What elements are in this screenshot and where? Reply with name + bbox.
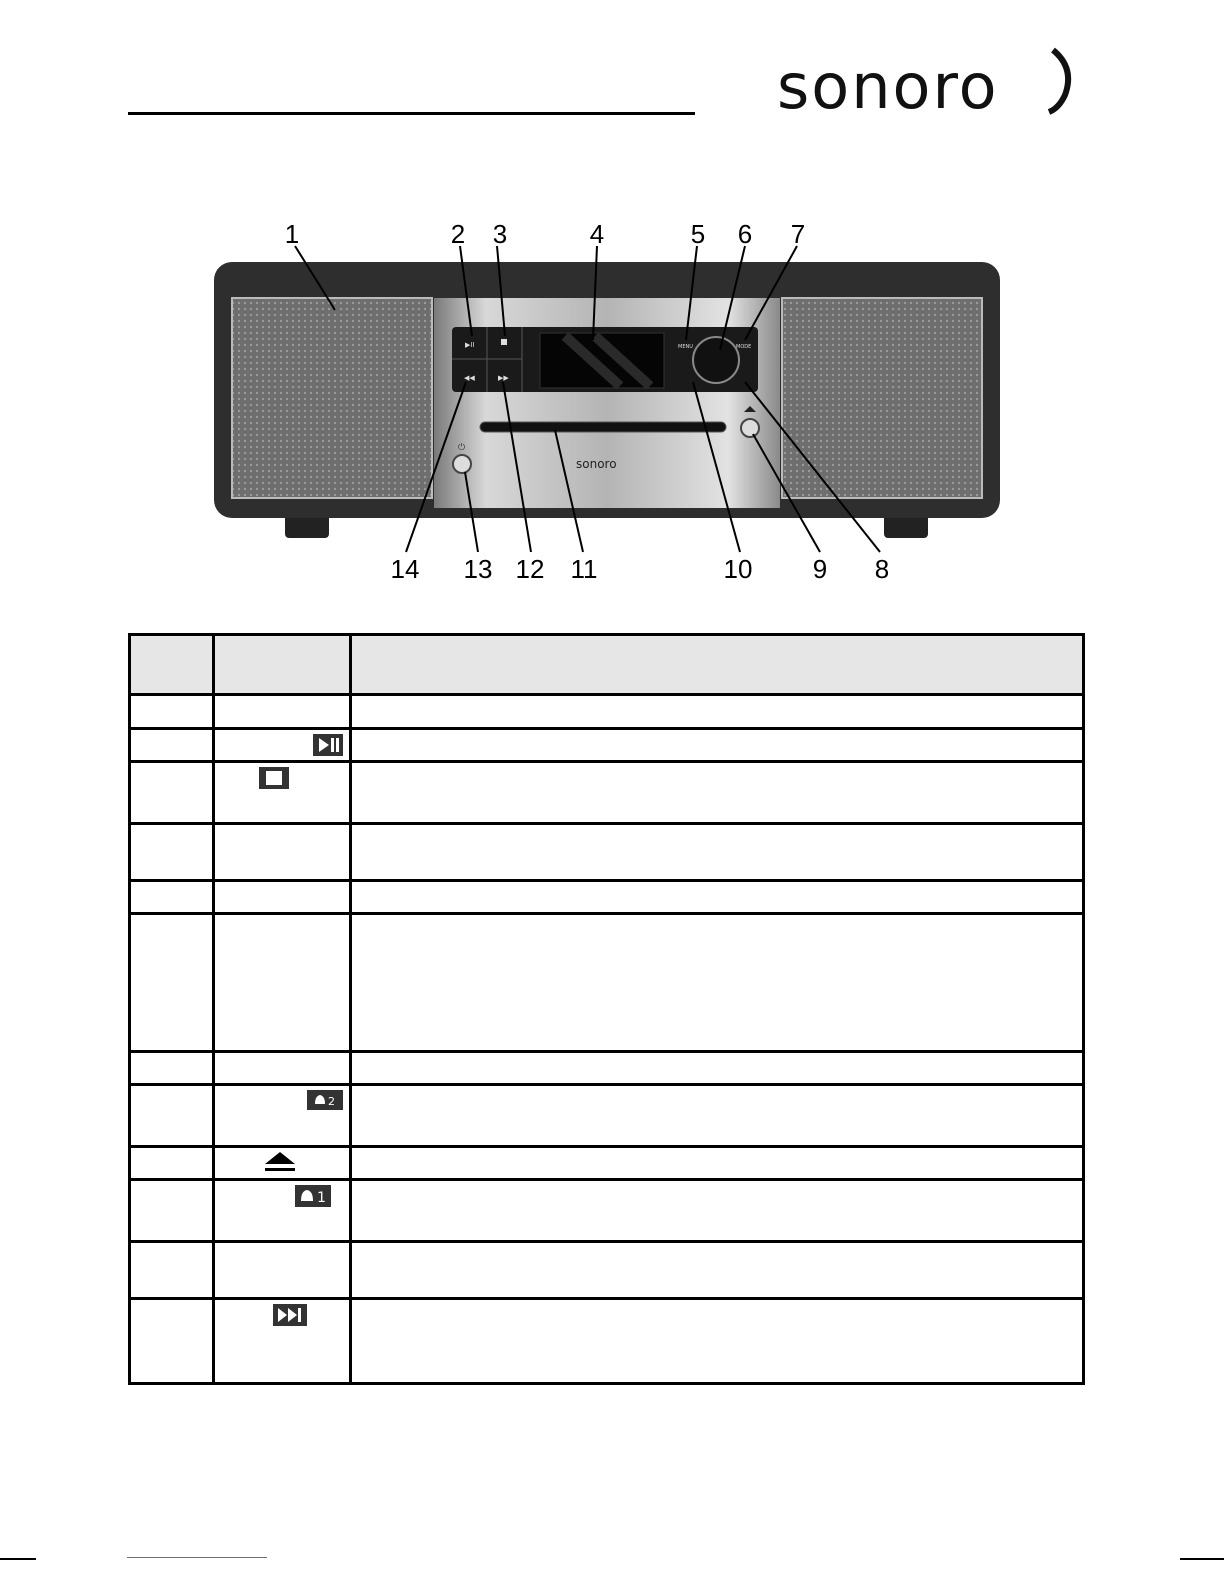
left-speaker-grill [232, 298, 432, 498]
stop-icon [259, 767, 289, 789]
table-row [130, 1180, 1084, 1242]
power-icon: ⏻ [458, 443, 466, 453]
callout-12: 12 [515, 554, 545, 584]
table-row [130, 762, 1084, 824]
table-row [130, 1147, 1084, 1180]
device-figure [200, 210, 1020, 600]
row-description [351, 1242, 1084, 1299]
row-no [130, 824, 214, 881]
row-description [351, 881, 1084, 914]
row-no [130, 729, 214, 762]
header-name [214, 635, 351, 695]
play-pause-icon: ▶II [465, 341, 475, 349]
controls-table [128, 633, 1085, 1385]
header-description [351, 635, 1084, 695]
table-row [130, 881, 1084, 914]
row-description [351, 1180, 1084, 1242]
callout-5: 5 [690, 219, 706, 249]
callout-2: 2 [450, 219, 466, 249]
row-description [351, 762, 1084, 824]
callout-3: 3 [492, 219, 508, 249]
row-name [214, 1242, 351, 1299]
callout-11: 11 [570, 554, 598, 584]
power-button [453, 455, 471, 473]
callout-4: 4 [589, 219, 605, 249]
next-icon: ▶▶ [498, 374, 509, 382]
row-description [351, 1052, 1084, 1085]
row-description [351, 914, 1084, 1052]
right-speaker-grill [782, 298, 982, 498]
table-row [130, 1299, 1084, 1384]
logo-swoosh-icon [1049, 50, 1068, 112]
callout-14: 14 [390, 554, 420, 584]
callout-10: 10 [723, 554, 753, 584]
row-description [351, 824, 1084, 881]
header-no [130, 635, 214, 695]
row-no [130, 1147, 214, 1180]
footer-rule-left [0, 1558, 36, 1560]
row-description [351, 1147, 1084, 1180]
table-row [130, 1242, 1084, 1299]
callout-7: 7 [790, 219, 806, 249]
table-row [130, 1085, 1084, 1147]
logo-text: sonoro [777, 50, 999, 120]
alarm-1-icon [295, 1185, 331, 1207]
table-header-row [130, 635, 1084, 695]
table-row [130, 914, 1084, 1052]
table-row [130, 1052, 1084, 1085]
eject-button [741, 419, 759, 437]
callout-9: 9 [812, 554, 828, 584]
row-description [351, 1299, 1084, 1384]
row-name [214, 824, 351, 881]
sonoro-logo [775, 40, 1085, 120]
row-description [351, 729, 1084, 762]
table-row [130, 729, 1084, 762]
row-no [130, 1180, 214, 1242]
mode-label: MODE [736, 344, 752, 350]
row-no [130, 1052, 214, 1085]
alarm-2-icon [307, 1090, 343, 1110]
rotary-knob [693, 337, 739, 383]
stop-icon [501, 339, 507, 345]
previous-icon: ◀◀ [464, 374, 475, 382]
row-name [214, 1147, 351, 1180]
row-name [214, 1052, 351, 1085]
eject-icon [263, 1150, 297, 1174]
row-no [130, 762, 214, 824]
row-description [351, 695, 1084, 729]
svg-text:2: 2 [328, 1095, 335, 1108]
row-name [214, 729, 351, 762]
callout-6: 6 [737, 219, 753, 249]
footer-link-underline[interactable] [127, 1557, 267, 1558]
callout-8: 8 [874, 554, 890, 584]
row-name [214, 914, 351, 1052]
row-name [214, 695, 351, 729]
skip-forward-icon [273, 1304, 307, 1326]
footer-rule-right [1180, 1558, 1224, 1560]
callout-1: 1 [284, 219, 300, 249]
row-name [214, 1085, 351, 1147]
table-row [130, 824, 1084, 881]
row-no [130, 1085, 214, 1147]
panel-logo: sonoro [576, 457, 617, 471]
callout-13: 13 [463, 554, 493, 584]
play-pause-icon [313, 734, 343, 756]
row-no [130, 695, 214, 729]
row-name [214, 762, 351, 824]
row-name [214, 1180, 351, 1242]
row-description [351, 1085, 1084, 1147]
menu-label: MENU [678, 344, 693, 350]
svg-text:1: 1 [317, 1190, 326, 1206]
row-no [130, 914, 214, 1052]
row-name [214, 1299, 351, 1384]
table-row [130, 695, 1084, 729]
row-no [130, 881, 214, 914]
row-no [130, 1242, 214, 1299]
row-no [130, 1299, 214, 1384]
row-name [214, 881, 351, 914]
cd-slot [480, 422, 726, 432]
header-rule [128, 112, 695, 115]
